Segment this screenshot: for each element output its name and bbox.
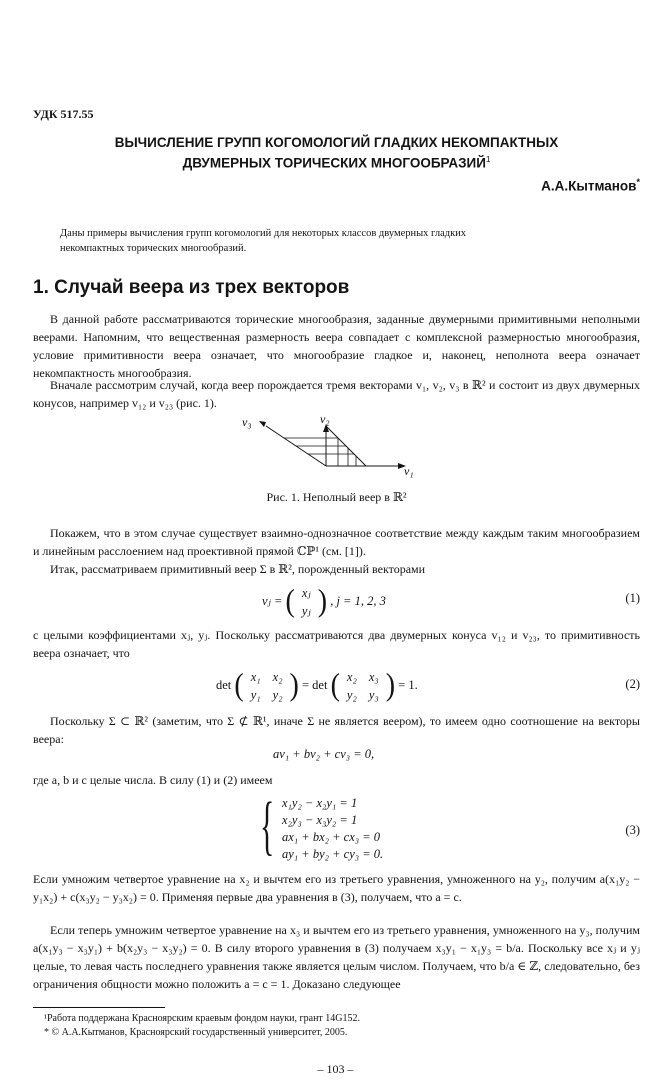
eq1-rhs: , j = 1, 2, 3 <box>330 593 386 608</box>
equation-2: det ( x₁ x₂ y₁ y₂ ) = det ( x₂ x₃ y₂ y₃ ) = 1. <box>216 667 418 704</box>
vector-v3-arrowhead <box>259 421 266 427</box>
system-line-4: ay₁ + by₂ + cy₃ = 0. <box>282 847 384 861</box>
fan-figure <box>240 412 460 482</box>
paragraph-7: где a, b и c целые числа. В силу (1) и (2) имеем <box>33 773 273 787</box>
eq2-matrix-1: x₁ x₂ y₁ y₂ <box>250 670 283 702</box>
author: А.А.Кытманов* <box>541 177 640 194</box>
section-heading: 1. Случай веера из трех векторов <box>33 277 350 298</box>
eq1-lhs: vⱼ = <box>262 593 283 608</box>
label-v2: v₂ <box>320 412 330 426</box>
paragraph-9: Если теперь умножим четвертое уравнение на x₃ и вычтем его из третьего уравнения, умноженного на y₃, получим a(x₁y₃ − x₃y₁) + b(x₂y₃ − x₃y₂) = 0. В силу второго уравнения в (3) получаем x₃y₁ − x₁y₃ = b/a. Поскольку все xⱼ и yⱼ целые, то левая часть последнего уравнения также является целым числом. Получаем, что b/a ∈ ℤ, следовательно, без ограничения общности можно положить a = c = 1. Доказано следующее <box>33 923 640 991</box>
system-brace: { <box>260 789 275 862</box>
title-line-1: ВЫЧИСЛЕНИЕ ГРУПП КОГОМОЛОГИЙ ГЛАДКИХ НЕКОМПАКТНЫХ <box>114 135 559 150</box>
footnote-rule <box>33 1007 165 1008</box>
equation-1-number: (1) <box>625 591 640 605</box>
eq1-vector: xⱼ yⱼ <box>301 586 311 618</box>
abstract-line-2: некомпактных торических многообразий. <box>60 243 247 254</box>
figure-caption: Рис. 1. Неполный веер в ℝ² <box>266 490 407 504</box>
udk-code: УДК 517.55 <box>33 107 94 121</box>
label-v1: v₁ <box>404 464 414 478</box>
footnote-1: ¹Работа поддержана Красноярским краевым фондом науки, грант 14G152. <box>44 1013 361 1024</box>
paragraph-2: Вначале рассмотрим случай, когда веер порождается тремя векторами v₁, v₂, v₃ в ℝ² и состоит из двух двумерных конусов, например v₁₂ и v₂₃ (рис. 1). <box>33 378 640 410</box>
system-line-1: x₁y₂ − x₂y₁ = 1 <box>282 796 358 810</box>
equation-2-number: (2) <box>625 677 640 691</box>
paragraph-5: с целыми коэффициентами xⱼ, yⱼ. Поскольку рассматриваются два двумерных конуса v₁₂ и v₂₃, то примитивность веера означает, что <box>33 628 640 660</box>
paragraph-1: В данной работе рассматриваются торические многообразия, заданные двумерными примитивными неполными веерами. Напомним, что вещественная размерность веера совпадает с комплексной размерностью многообразия, условие примитивности веера означает, что многообразие гладкое и, наконец, неполнота веера означает некомпактность многообразия. <box>33 312 640 380</box>
label-v3: v₃ <box>242 415 252 429</box>
paragraph-8: Если умножим четвертое уравнение на x₂ и вычтем его из третьего уравнения, умноженного на y₂, получим a(x₁y₂ − y₁x₂) + c(x₃y₂ − y₃x₂) = 0. Применяя первые два уравнения в (3), получаем, что a = c. <box>33 872 640 904</box>
title-line-2: ДВУМЕРНЫХ ТОРИЧЕСКИХ МНОГООБРАЗИЙ$^1$ <box>182 155 491 171</box>
abstract-line-1: Даны примеры вычисления групп когомологий для некоторых классов двумерных гладких <box>60 228 467 239</box>
relation-equation: av₁ + bv₂ + cv₃ = 0, <box>273 747 375 761</box>
paragraph-4: Итак, рассматриваем примитивный веер Σ в ℝ², порожденный векторами <box>50 562 426 576</box>
abstract <box>60 226 620 256</box>
system-line-3: ax₁ + bx₂ + cx₃ = 0 <box>282 830 381 844</box>
equation-3-number: (3) <box>625 823 640 837</box>
paragraph-3: Покажем, что в этом случае существует взаимно-однозначное соответствие между каждым таким многообразием и линейным расслоением над проективной прямой ℂℙ¹ (см. [1]). <box>33 526 640 558</box>
page-number: – 103 – <box>317 1062 354 1076</box>
eq2-matrix-2: x₂ x₃ y₂ y₃ <box>346 670 379 702</box>
paper-title <box>33 134 640 172</box>
footnote-2: * © А.А.Кытманов, Красноярский государственный университет, 2005. <box>44 1027 348 1038</box>
equation-1: vⱼ = ( xⱼ yⱼ ) , j = 1, 2, 3 <box>262 583 386 620</box>
paragraph-6: Поскольку Σ ⊂ ℝ² (заметим, что Σ ⊄ ℝ¹, иначе Σ не является веером), то имеем одно соотношение на векторы веера: <box>33 714 640 746</box>
system-line-2: x₂y₃ − x₃y₂ = 1 <box>282 813 358 827</box>
